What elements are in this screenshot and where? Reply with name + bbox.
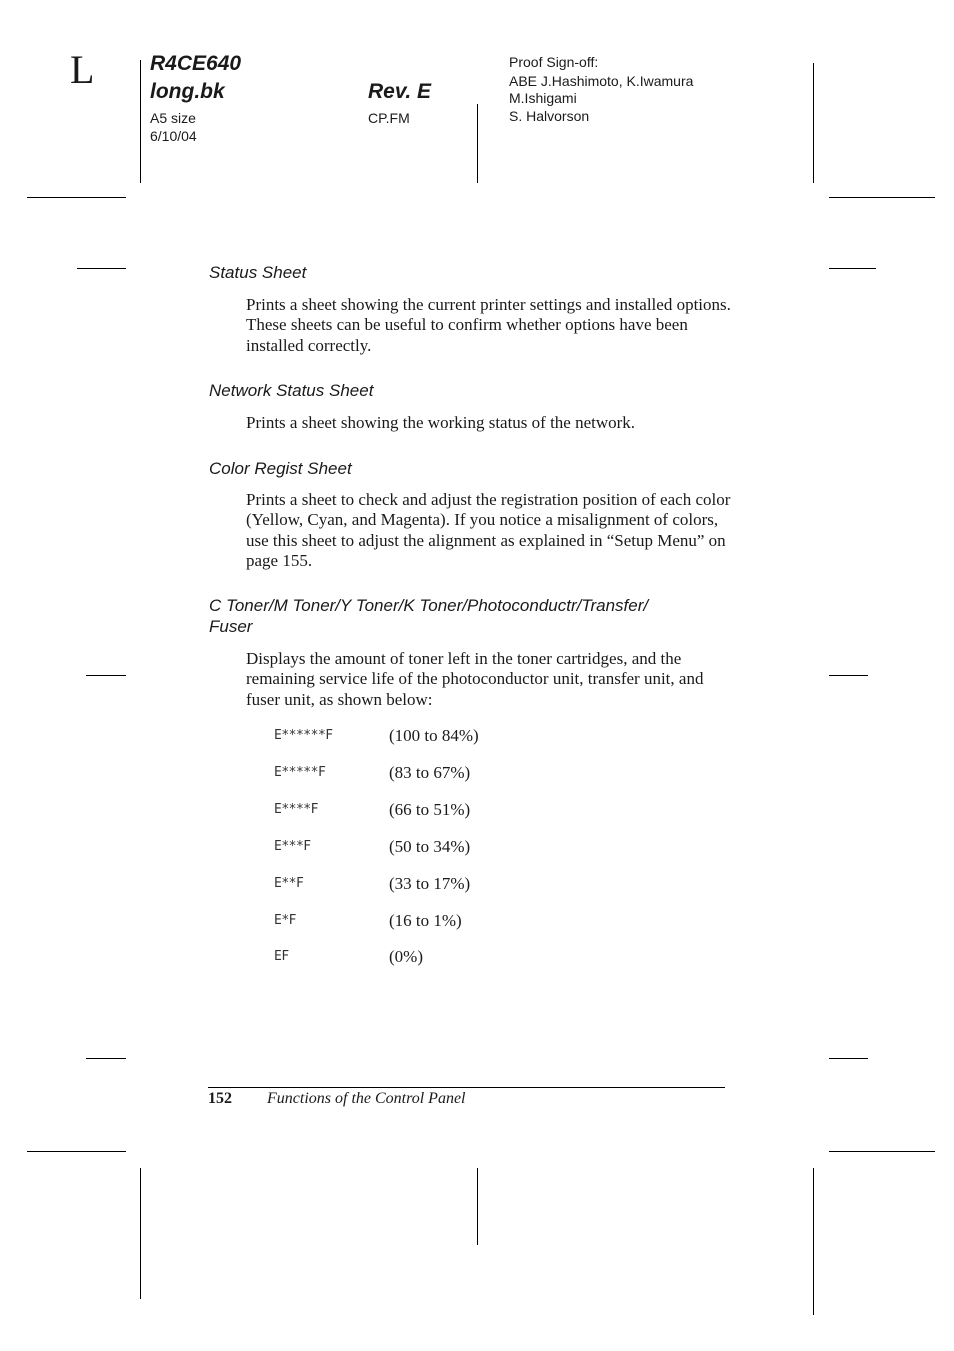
doc-code: R4CE640 (150, 52, 242, 75)
proof-signer-2: M.Ishigami (509, 90, 577, 106)
gauge-range: (0%) (389, 947, 423, 966)
gauge-range: (66 to 51%) (389, 800, 471, 819)
crop-mark-vertical (140, 60, 141, 183)
gauge-range: (16 to 1%) (389, 911, 462, 930)
section-heading-color-regist-sheet: Color Regist Sheet (209, 459, 352, 478)
side-marker-letter: L (70, 47, 95, 92)
gauge-indicator: E******F (274, 728, 333, 743)
file-name: CP.FM (368, 110, 410, 126)
gauge-indicator: E***F (274, 839, 311, 854)
gauge-range: (33 to 17%) (389, 874, 471, 893)
crop-mark-horizontal (86, 675, 126, 676)
section-heading-network-status-sheet: Network Status Sheet (209, 381, 374, 400)
gauge-indicator: E**F (274, 876, 304, 891)
gauge-indicator: EF (274, 949, 289, 964)
footer-rule (208, 1087, 725, 1088)
section-heading-consumables (209, 595, 729, 637)
book-name: long.bk (150, 80, 225, 103)
crop-mark-vertical (140, 1168, 141, 1299)
crop-mark-horizontal (27, 1151, 126, 1152)
proof-signer-1: ABE J.Hashimoto, K.Iwamura (509, 73, 694, 89)
gauge-indicator: E****F (274, 802, 318, 817)
crop-mark-horizontal (27, 197, 126, 198)
proof-signer-3: S. Halvorson (509, 108, 590, 124)
gauge-range: (100 to 84%) (389, 726, 479, 745)
crop-mark-horizontal (829, 268, 876, 269)
page-size: A5 size (150, 110, 196, 126)
heading-line: Fuser (209, 617, 253, 636)
crop-mark-horizontal (829, 1058, 868, 1059)
crop-mark-vertical (477, 104, 478, 183)
heading-line: C Toner/M Toner/Y Toner/K Toner/Photoconductr/Transfer/ (209, 596, 649, 615)
gauge-indicator: E*F (274, 913, 296, 928)
section-body-status-sheet: Prints a sheet showing the current printer settings and installed options. These sheets can be useful to confirm whether options have been installed correctly. (246, 295, 731, 355)
crop-mark-horizontal (829, 1151, 935, 1152)
section-body-network-status-sheet: Prints a sheet showing the working status of the network. (246, 413, 636, 432)
gauge-range: (50 to 34%) (389, 837, 471, 856)
crop-mark-vertical (813, 63, 814, 183)
date: 6/10/04 (150, 128, 197, 144)
crop-mark-horizontal (829, 675, 868, 676)
gauge-indicator: E*****F (274, 765, 326, 780)
revision: Rev. E (368, 80, 432, 103)
page-number: 152 (208, 1090, 232, 1107)
gauge-range: (83 to 67%) (389, 763, 471, 782)
section-body-color-regist-sheet: Prints a sheet to check and adjust the registration position of each color (Yellow, Cyan, and Magenta). If you notice a misalignment of colors, use this sheet to adjust the alignment as explained in “Setup Menu” on page 155. (246, 490, 731, 570)
proof-label: Proof Sign-off: (509, 54, 599, 70)
crop-mark-horizontal (77, 268, 126, 269)
crop-mark-horizontal (86, 1058, 126, 1059)
crop-mark-vertical (477, 1168, 478, 1245)
crop-mark-horizontal (829, 197, 935, 198)
crop-mark-vertical (813, 1168, 814, 1315)
section-heading-status-sheet: Status Sheet (209, 263, 307, 282)
section-body-consumables: Displays the amount of toner left in the toner cartridges, and the remaining service life of the photoconductor unit, transfer unit, and fuser unit, as shown below: (246, 649, 704, 709)
chapter-title: Functions of the Control Panel (267, 1090, 466, 1107)
